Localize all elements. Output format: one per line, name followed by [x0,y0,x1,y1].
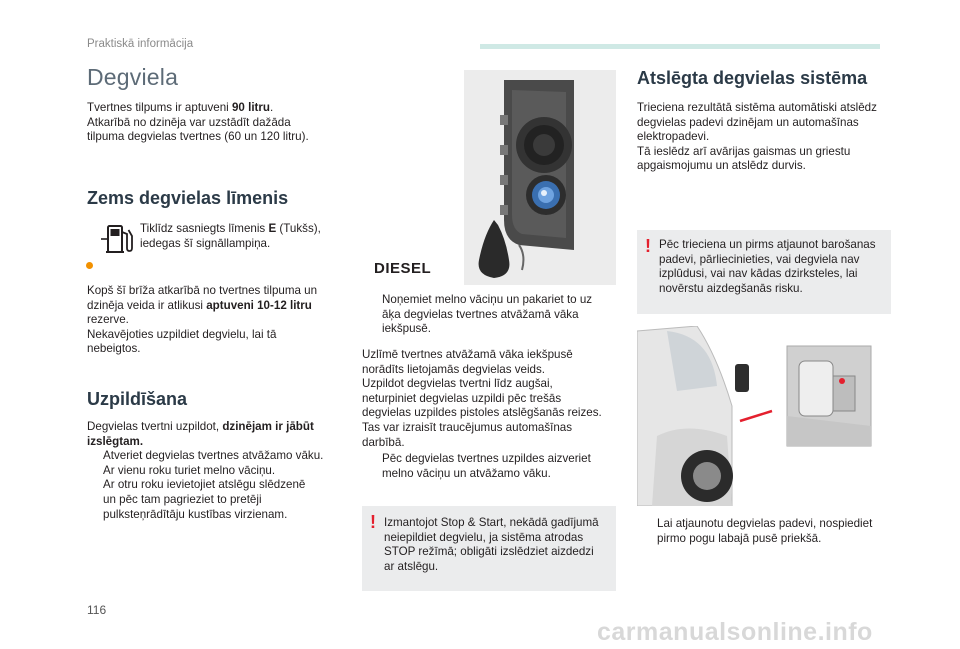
van-illustration [637,326,891,506]
fuel-intro: Tvertnes tilpums ir aptuveni 90 litru. Atkarībā no dzinēja var uzstādīt dažāda tilpuma degvielas tvertnes (60 un 120 litru). [87,101,309,144]
fuel-pump-icon [100,220,134,258]
low-fuel-heading: Zems degvielas līmenis [87,188,289,208]
restore-bullet: Lai atjaunotu degvielas padevi, nospiediet pirmo pogu labajā pusē priekšā. [657,517,873,545]
exclamation-icon: ! [645,236,651,256]
refuel-bullet-1: Atveriet degvielas tvertnes atvāžamo vāku. [103,449,324,463]
restore-instruction [641,517,896,546]
page-title: Degviela [87,64,179,90]
refuel-bullet-2: Ar vienu roku turiet melno vāciņu. [103,463,276,477]
warning-lamp-dot [86,262,93,269]
fuel-type-paragraph: Uzlīmē tvertnes atvāžamā vāka iekšpusē norādīts lietojamās degvielas veids. Uzpildot degvielas tvertni līdz augšai, neturpiniet degvielas uzpildi pēc trešās degvielas uzpildes pistoles atslēgšanās reizes. Tas var izraisīt traucējumus automašīnas darbībā. [362,348,602,449]
watermark: carmanualsonline.info [597,618,873,646]
low-fuel-icon-text: Tiklīdz sasniegts līmenis E (Tukšs), iedegas šī signāllampiņa. [140,222,321,250]
section-label: Praktiskā informācija [87,38,194,50]
refuel-bullet-3: Ar otru roku ievietojiet atslēgu slēdzenē un pēc tam pagrieziet to pretēji pulksteņrādītāju kustības virzienam. [103,478,306,521]
refuel-instructions: Degvielas tvertni uzpildot, dzinējam ir jābūt izslēgtam. Atveriet degvielas tvertnes atvāžamo vāku. Ar vienu roku turiet melno vāciņu. Ar otru roku ievietojiet atslēgu slēdzenē un pēc tam pagrieziet to pretēji pulksteņrādītāju kustības virzienam. [87,420,342,522]
page-number: 116 [87,603,107,617]
header-accent-bar [480,44,880,49]
close-bullet: Pēc degvielas tvertnes uzpildes aizveriet melno vāciņu un atvāžamo vāku. [382,452,591,480]
refuel-heading: Uzpildīšana [87,389,188,409]
diesel-label: DIESEL [374,260,432,277]
crash-warning: ! Pēc trieciena un pirms atjaunot barošanas padevi, pārliecinieties, vai degviela nav izplūdusi, vai nav kādas dzirksteles, lai novērstu aizdegšanās risku. [637,230,891,314]
cap-instruction [366,293,616,337]
low-fuel-paragraph: Kopš šī brīža atkarībā no tvertnes tilpuma un dzinēja veida ir atlikusi aptuveni 10-12 litru rezerve. Nekavējoties uzpildiet degvielu, lai tā nebeigtos. [87,284,318,356]
fuel-cutoff-heading: Atslēgta degvielas sistēma [637,68,868,88]
fuel-filler-illustration [464,70,616,285]
fuel-cutoff-paragraph: Trieciena rezultātā sistēma automātiski atslēdz degvielas padevi dzinējam un automašīnas elektropadevi. Tā ieslēdz arī avārijas gaismas un griestu apgaismojumu un atslēdz durvis. [637,101,877,173]
cap-bullet: Noņemiet melno vāciņu un pakariet to uz āķa degvielas tvertnes atvāžamā vāka iekšpusē. [382,293,593,336]
stop-start-warning: ! Izmantojot Stop & Start, nekādā gadījumā neiepildiet degvielu, ja sistēma atrodas STOP režīmā; obligāti izslēdziet aizdedzi ar atslēgu. [362,506,616,591]
exclamation-icon: ! [370,512,376,532]
close-instruction [366,452,616,481]
